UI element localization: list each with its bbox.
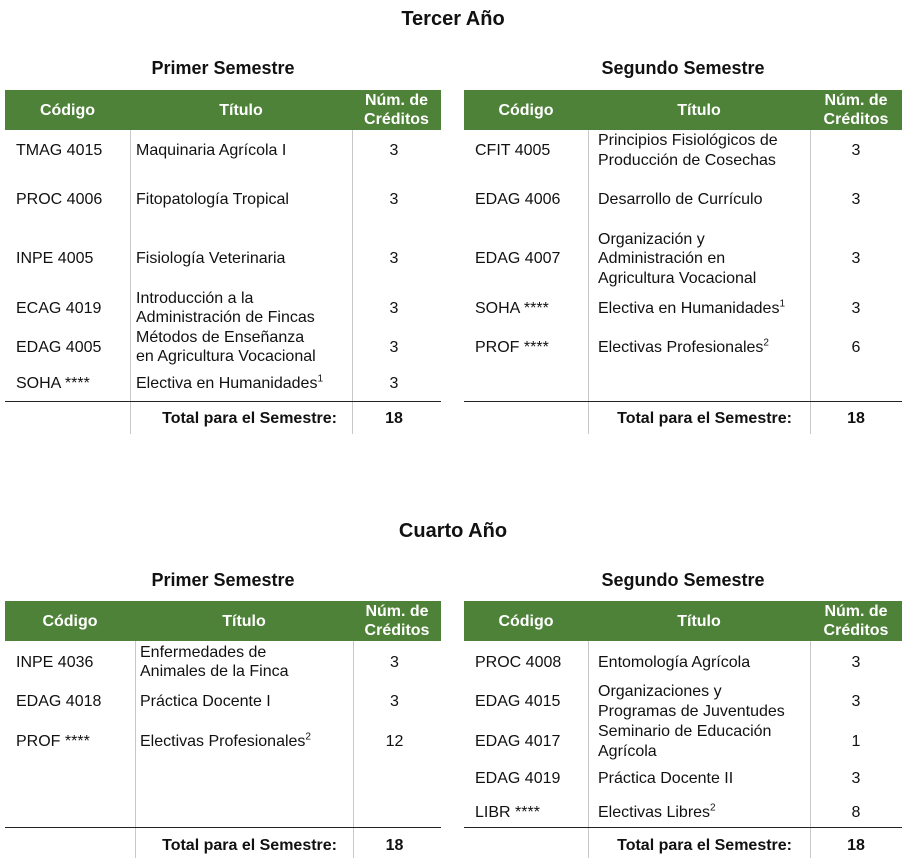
course-code: INPE 4036 xyxy=(16,654,94,671)
course-credits: 3 xyxy=(389,300,399,317)
course-title: Electivas Profesionales$^2$ xyxy=(598,337,769,356)
course-code: EDAG 4017 xyxy=(475,733,561,750)
course-credits: 3 xyxy=(851,300,861,317)
course-title-line2: Agrícola xyxy=(598,743,657,760)
course-title-line1: Métodos de Enseñanza xyxy=(136,329,305,346)
course-title-line1: Seminario de Educación xyxy=(598,723,772,740)
course-title: Desarrollo de Currículo xyxy=(598,191,763,208)
table-header-t-s2 xyxy=(464,90,902,130)
course-code: SOHA **** xyxy=(16,375,90,392)
course-title-line2: Producción de Cosechas xyxy=(598,152,776,169)
course-credits: 3 xyxy=(851,191,861,208)
total-value: 18 xyxy=(385,410,403,427)
course-credits: 1 xyxy=(851,733,861,750)
course-code: PROF **** xyxy=(475,339,549,356)
header-creditos: Núm. de Créditos xyxy=(823,603,889,639)
footnote-marker: 2 xyxy=(763,337,769,349)
course-title-line1: Enfermedades de xyxy=(140,644,267,661)
total-divider xyxy=(464,401,902,402)
course-code: SOHA **** xyxy=(475,300,549,317)
course-credits: 12 xyxy=(385,733,404,750)
course-title-line1: Introducción a la xyxy=(136,290,254,307)
course-code: EDAG 4018 xyxy=(16,693,102,710)
column-divider xyxy=(810,130,811,434)
course-code: EDAG 4019 xyxy=(475,770,561,787)
course-title-line3: Agricultura Vocacional xyxy=(598,270,757,287)
course-title-line2: Administración en xyxy=(598,250,726,267)
total-label: Total para el Semestre: xyxy=(162,410,337,427)
course-code: EDAG 4007 xyxy=(475,250,561,267)
course-title: Electivas Profesionales$^2$ xyxy=(140,731,311,750)
course-code: INPE 4005 xyxy=(16,250,94,267)
total-divider xyxy=(464,827,902,828)
footnote-marker: 1 xyxy=(317,373,323,385)
course-title: Electiva en Humanidades$^1$ xyxy=(598,298,785,317)
course-title: Maquinaria Agrícola I xyxy=(136,142,287,159)
total-value: 18 xyxy=(847,837,865,854)
header-titulo: Título xyxy=(219,101,263,119)
course-title: Electiva en Humanidades$^1$ xyxy=(136,373,323,392)
semester-title-t-s2: Segundo Semestre xyxy=(601,58,765,78)
footnote-marker: 2 xyxy=(305,731,311,743)
course-title-line2: en Agricultura Vocacional xyxy=(136,348,316,365)
semester-title-c-s1: Primer Semestre xyxy=(151,570,295,590)
course-credits: 3 xyxy=(389,339,399,356)
course-credits: 3 xyxy=(389,191,399,208)
total-label: Total para el Semestre: xyxy=(162,837,337,854)
course-credits: 8 xyxy=(851,804,861,821)
header-titulo: Título xyxy=(677,612,721,630)
course-credits: 3 xyxy=(389,375,399,392)
total-label: Total para el Semestre: xyxy=(617,837,792,854)
table-header-c-s2 xyxy=(464,601,902,641)
course-code: PROC 4006 xyxy=(16,191,103,208)
course-credits: 3 xyxy=(390,654,399,671)
course-code: ECAG 4019 xyxy=(16,300,102,317)
semester-title-t-s1: Primer Semestre xyxy=(151,58,295,78)
year-title-cuarto: Cuarto Año xyxy=(398,520,508,542)
header-codigo: Código xyxy=(498,612,554,630)
course-credits: 3 xyxy=(851,142,861,159)
table-header-t-s1 xyxy=(5,90,441,130)
course-title: Electivas Libres$^2$ xyxy=(598,802,716,821)
course-credits: 3 xyxy=(851,250,861,267)
header-creditos: Núm. de Créditos xyxy=(364,92,429,128)
total-value: 18 xyxy=(385,837,404,854)
header-codigo: Código xyxy=(39,101,96,119)
course-title-line1: Organizaciones y xyxy=(598,683,722,700)
course-credits: 3 xyxy=(390,693,399,710)
course-code: EDAG 4006 xyxy=(475,191,561,208)
year-title-tercer: Tercer Año xyxy=(401,8,505,30)
header-titulo: Título xyxy=(677,101,721,119)
course-code: TMAG 4015 xyxy=(16,142,103,159)
course-title-line2: Administración de Fincas xyxy=(136,309,315,326)
course-code: CFIT 4005 xyxy=(475,142,551,159)
table-header-c-s1 xyxy=(5,601,441,641)
header-creditos: Núm. de Créditos xyxy=(364,603,430,639)
footnote-marker: 2 xyxy=(710,802,716,814)
course-credits: 3 xyxy=(851,770,861,787)
course-credits: 3 xyxy=(851,693,861,710)
course-title: Práctica Docente II xyxy=(598,770,734,787)
course-title: Fisiología Veterinaria xyxy=(136,250,286,267)
header-titulo: Título xyxy=(222,612,266,630)
course-title-line1: Principios Fisiológicos de xyxy=(598,132,778,149)
footnote-marker: 1 xyxy=(779,298,785,310)
course-title: Práctica Docente I xyxy=(140,693,271,710)
column-divider xyxy=(588,130,589,434)
course-credits: 3 xyxy=(389,250,399,267)
header-codigo: Código xyxy=(498,101,554,119)
header-codigo: Código xyxy=(42,612,98,630)
column-divider xyxy=(588,641,589,858)
course-title-line1: Organización y xyxy=(598,231,705,248)
course-code: PROC 4008 xyxy=(475,654,562,671)
course-code: PROF **** xyxy=(16,733,90,750)
course-code: EDAG 4015 xyxy=(475,693,561,710)
course-credits: 6 xyxy=(851,339,861,356)
total-label: Total para el Semestre: xyxy=(617,410,792,427)
course-title-line2: Programas de Juventudes xyxy=(598,703,785,720)
semester-title-c-s2: Segundo Semestre xyxy=(601,570,765,590)
course-code: EDAG 4005 xyxy=(16,339,102,356)
header-creditos: Núm. de Créditos xyxy=(823,92,889,128)
course-code: LIBR **** xyxy=(475,804,540,821)
total-divider xyxy=(5,401,441,402)
total-divider xyxy=(5,827,441,828)
course-title-line2: Animales de la Finca xyxy=(140,663,289,680)
total-value: 18 xyxy=(847,410,865,427)
course-credits: 3 xyxy=(851,654,861,671)
course-credits: 3 xyxy=(389,142,399,159)
course-title: Entomología Agrícola xyxy=(598,654,751,671)
course-title: Fitopatología Tropical xyxy=(136,191,289,208)
